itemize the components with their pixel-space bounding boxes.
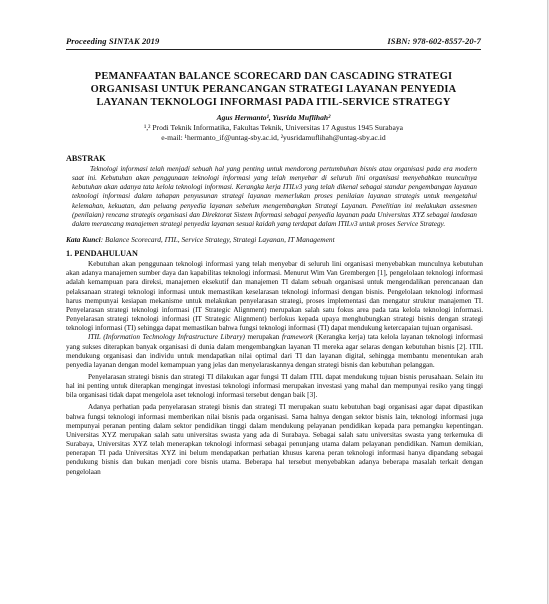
section-heading-introduction: 1. PENDAHULUAN [66, 249, 138, 259]
framework-term: framework [281, 333, 314, 342]
intro-paragraph-2 [66, 333, 483, 370]
keywords [66, 235, 483, 244]
paper-body [66, 154, 483, 477]
intro-p2-mid: merupakan [244, 333, 282, 342]
keywords-label: Kata Kunci [66, 235, 101, 245]
proceeding-name: Proceeding SINTAK 2019 [66, 36, 160, 46]
intro-paragraph-1: Kebutuhan akan penggunaan teknologi informasi yang telah menyebar di seluruh lini organisasi menyebabkan munculnya kebutuhan akan adanya manajemen sumber daya dan kapabilitas teknologi informasi. Menurut Wim Van Grembergen [1], pengelolaan teknologi informasi adalah kemampuan para direksi, manajemen eksekutif dan manajemen TI dalam sebuah organisasi untuk mengendalikan perencanaan dan pelaksanaan strategi teknologi informasi untuk memastikan keselarasan teknologi informasi dengan bisnis. Pengelolaan teknologi informasi harus mempunyai kesiapan mekanisme untuk melakukan penyelarasan strategi, proses implementasi dan mengatur struktur manajemen TI. Penyelarasan strategi teknologi informasi (IT Strategic Alignment) merupakan salah satu fokus area pada tata kelola teknologi informasi. Penyelarasan strategi teknologi informasi (IT Strategic Alignment) berfokus kepada upaya menghubungkan strategi bisnis dengan strategi teknologi informasi (TI) sehingga dapat memastikan bahwa fungsi teknologi informasi (TI) dapat mendukung ketercapaian tujuan organisasi. [66, 260, 483, 333]
title-line-2: ORGANISASI UNTUK PERANCANGAN STRATEGI LAYANAN PENYEDIA [90, 84, 457, 95]
paper-title [70, 70, 477, 109]
header-rule [66, 49, 481, 50]
abstract-text: Teknologi informasi telah menjadi sebuah hal yang penting untuk mendorong pertumbuhan bisnis atau organisasi pada era modern saat ini. Kebutuhan akan penggunaan teknologi informasi yang telah menyebar di seluruh lini organisasi menyebabkan munculnya kebutuhan akan adanya tata kelola teknologi informasi. Kerangka kerja ITILv3 yang telah dikenal sebagai standar pengembangan layanan teknologi informasi dalam tahapan penyusunan strategi layanan memerlukan proses penilaian layanan strategis untuk mengetahui kelemahan, kekuatan, dan peluang penyedia layanan sebelum mengembangkan Strategi Layanan. Penelitian ini melakukan assesmen (penilaian) rencana strategis organisasi dan Direktorat Sistem Informasi sebagai penyedia layanan pada Universitas XYZ sebagai landasan dalam merancang manajemen strategi penyedia layanan sesuai kaidah yang terdapat dalam ITILv3 untuk proses Service Strategy. [72, 165, 477, 228]
intro-paragraph-4: Adanya perhatian pada penyelarasan strategi bisnis dan strategi TI merupakan suatu kebutuhan bagi organisasi agar dapat dipastikan bahwa fungsi teknologi informasi memberikan nilai bisnis pada organisasi. Sama halnya dengan sektor bisnis lain, teknologi informasi juga mempunyai peranan penting dalam sektor pendidikan tinggi dalam mendukung pelayanan pendidikan kepada para pemangku kepentingan. Universitas XYZ merupakan salah satu universitas swasta yang ada di Surabaya. Sebagai salah satu universitas swasta yang terkemuka di Surabaya, Universitas XYZ telah menerapkan teknologi informasi sebagai penunjang utama dalam pelayanan pendidikan. Namun demikian, penerapan TI pada Universitas XYZ ini belum mendapatkan perhatian khusus karena peran teknologi informasi hanya dipandang sebagai pendukung bisnis dan bukan menjadi core bisnis utama. Beberapa hal tersebut menyebabkan adanya beberapa masalah terkait dengan pengelolaan [66, 403, 483, 476]
author-names: Agus Hermanto¹, Yusrida Muflihah² [216, 113, 331, 122]
abstract-heading: ABSTRAK [66, 154, 106, 163]
running-header [66, 36, 481, 50]
keywords-values: : Balance Scorecard, ITIL, Service Strategy, Strategi Layanan, IT Management [100, 235, 335, 245]
author-affiliation: ¹,² Prodi Teknik Informatika, Fakultas Teknik, Universitas 17 Agustus 1945 Surabaya [143, 123, 404, 132]
intro-paragraph-3: Penyelarasan strategi bisnis dan strategi TI dilakukan agar fungsi TI dalam ITIL dapat mendukung tujuan bisnis perusahaan. Selain itu hal ini penting untuk diterapkan mengingat investasi teknologi informasi merupakan investasi yang mahal dan mempunyai resiko yang tinggi bila organisasi tidak dapat mengelola aset teknologi informasi tersebut dengan baik [3]. [66, 372, 483, 400]
author-block [60, 113, 487, 143]
isbn: ISBN: 978-602-8557-20-7 [387, 36, 481, 46]
itil-term: ITIL (Information Technology Infrastructure Library) [88, 333, 245, 342]
title-line-1: PEMANFAATAN BALANCE SCORECARD DAN CASCADING STRATEGI [94, 71, 453, 82]
author-email: e-mail: ¹hermanto_if@untag-sby.ac.id, ²yusridamuflihah@untag-sby.ac.id [161, 133, 386, 142]
intro-p2-rest: (Kerangka kerja) tata kelola layanan teknologi informasi yang sukses diterapkan banyak organisasi di dunia dalam mengembangkan layanan TI mereka agar selaras dengan kebutuhan bisnis [2]. ITIL mendukung organisasi dan individu untuk mendapatkan nilai optimal dari TI dan layanan digital, sehingga membantu menentukan arah penyedia layanan dengan model kemampuan yang jelas dan menyelaraskannya dengan strategi bisnis dan kebutuhan pelanggan. [66, 333, 483, 369]
title-line-3: LAYANAN TEKNOLOGI INFORMASI PADA ITIL-SERVICE STRATEGY [96, 97, 451, 108]
